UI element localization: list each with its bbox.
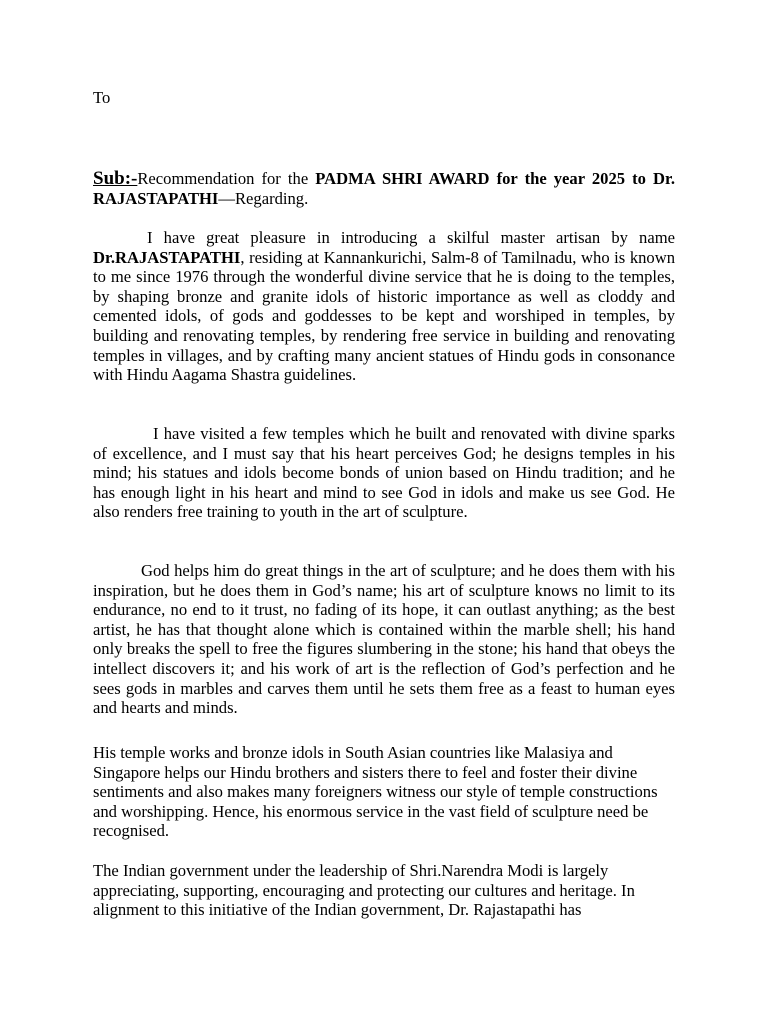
paragraph-international-works: His temple works and bronze idols in South Asian countries like Malasiya and Singapore helps our Hindu brothers and sisters there to feel and foster their divine sentiments and also makes many foreigners witness our style of temple constructions and worshipping. Hence, his enormous service in the vast field of sculpture need be recognised. xyxy=(93,743,658,841)
salutation: To xyxy=(93,88,111,107)
subject-award: PADMA SHRI AWARD for the year 2025 to Dr. RAJASTAPATHI xyxy=(93,169,675,208)
paragraph-1-rest: , residing at Kannankurichi, Salm-8 of Tamilnadu, who is known to me since 1976 through the wonderful divine service that he is doing to the temples, by shaping bronze and granite idols of historic importance as well as cloddy and cemented idols, of gods and goddesses to be kept and worshiped in temples, by building and renovating temples, by rendering free service in building and renovating temples in villages, and by crafting many ancient statues of Hindu gods in consonance with Hindu Aagama Shastra guidelines. xyxy=(93,247,675,385)
paragraph-government-initiative: The Indian government under the leadership of Shri.Narendra Modi is largely appreciating, supporting, encouraging and protecting our cultures and heritage. In alignment to this initiative of the Indian government, Dr. Rajastapathi has xyxy=(93,861,635,920)
paragraph-2-text: I have visited a few temples which he built and renovated with divine sparks of excellence, and I must say that his heart perceives God; he designs temples in his mind; his statues and idols become bonds of union based on Hindu tradition; and he has enough light in his heart and mind to see God in idols and make us see God. He also renders free training to youth in the art of sculpture. xyxy=(93,424,675,522)
subject-suffix: —Regarding. xyxy=(218,188,309,208)
subject-label: Sub:- xyxy=(93,168,138,189)
paragraph-art-of-sculpture xyxy=(93,561,675,718)
paragraph-3-text: God helps him do great things in the art of sculpture; and he does them with his inspiration, but he does them in God’s name; his art of sculpture knows no limit to its endurance, no end to it trust, no fading of its hope, it can outlast anything; as the best artist, he has that thought alone which is contained within the marble shell; his hand only breaks the spell to free the figures slumbering in the stone; his hand that obeys the intellect discovers it; and his work of art is the reflection of God’s perfection and he sees gods in marbles and carves them until he sets them free as a feast to human eyes and hearts and minds. xyxy=(93,561,675,718)
subject-prefix: Recommendation for the xyxy=(137,169,316,188)
paragraph-1-start: I have great pleasure in introducing a skilful master artisan by name xyxy=(147,228,675,247)
artisan-name: Dr.RAJASTAPATHI xyxy=(93,247,241,267)
paragraph-introduction xyxy=(93,228,675,385)
paragraph-temples-visited xyxy=(93,424,675,522)
subject-line xyxy=(93,169,675,208)
